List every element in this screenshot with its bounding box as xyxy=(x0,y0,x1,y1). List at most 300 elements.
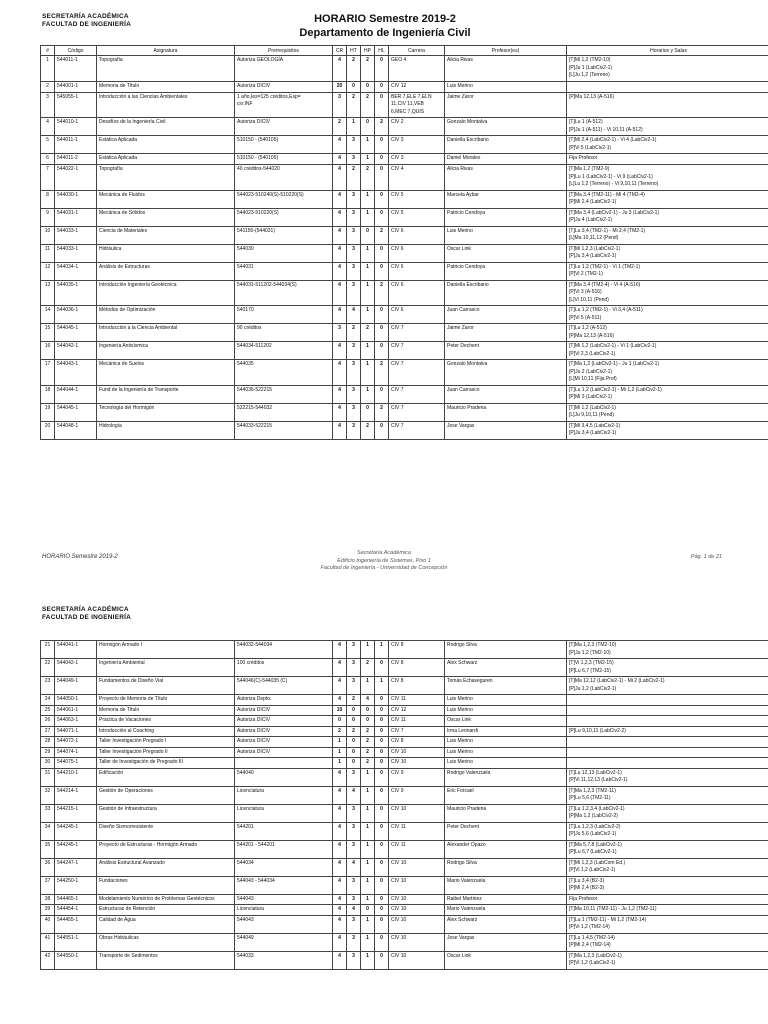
practice-hours: 1 xyxy=(361,858,375,876)
prerequisites: 544035 xyxy=(235,360,333,386)
credits: 4 xyxy=(333,804,347,822)
course-name: Análisis Estructural Avanzado xyxy=(97,858,235,876)
table-row xyxy=(41,822,768,840)
career: CIV 11 xyxy=(389,822,445,840)
row-number: 29 xyxy=(41,747,55,758)
prerequisites: 540170 xyxy=(235,306,333,324)
course-code: 544045-1 xyxy=(55,403,97,421)
row-number: 7 xyxy=(41,165,55,191)
cell-line: [P]Vi 1,2 (TM2-14) xyxy=(569,924,610,930)
schedule xyxy=(567,915,768,933)
schedule xyxy=(567,403,768,421)
career: CIV 10 xyxy=(389,876,445,894)
table-row xyxy=(41,804,768,822)
cell-line: [P]Lu 6,7 (TM2-15) xyxy=(569,667,611,674)
theory-hours: 3 xyxy=(347,280,361,306)
credits: 1 xyxy=(333,737,347,748)
institution-line-1: SECRETARÍA ACADÉMICA xyxy=(42,606,129,613)
course-name: Topografía xyxy=(97,165,235,191)
cell-line: [P]Ma 12,13 (A-516) xyxy=(569,332,615,339)
table-row xyxy=(41,280,768,306)
career: CIV 11 xyxy=(389,840,445,858)
prerequisites: 544023-510240(S)-510220(S) xyxy=(235,190,333,208)
course-name: Mecánica de Sólidos xyxy=(97,208,235,226)
practice-hours: 4 xyxy=(361,695,375,706)
theory-hours: 3 xyxy=(347,840,361,858)
professor: Alicia Rivas xyxy=(445,165,567,191)
row-number: 5 xyxy=(41,136,55,154)
cell-line: [P]Ma 12,13 (A-516) xyxy=(569,93,615,100)
cell-line: [T]Mi 1,2 (LabCiv2-1) - Vi 1 (LabCiv2-1) xyxy=(569,343,657,349)
practice-hours: 1 xyxy=(361,915,375,933)
course-code: 544072-1 xyxy=(55,737,97,748)
theory-hours: 2 xyxy=(347,92,361,118)
practice-hours: 1 xyxy=(361,280,375,306)
prerequisites: 541150-(544031) xyxy=(235,226,333,244)
course-name: Calidad de Agua xyxy=(97,915,235,933)
credits: 4 xyxy=(333,244,347,262)
practice-hours: 1 xyxy=(361,262,375,280)
table-row xyxy=(41,758,768,769)
professor: Rodrigo Silva xyxy=(445,641,567,659)
lab-hours: 0 xyxy=(375,244,389,262)
cell-line: [P]Ju 3,4 (LabCiv2-1) xyxy=(569,430,617,436)
career: CIV 11 xyxy=(389,716,445,727)
career: CIV 12 xyxy=(389,705,445,716)
table-row xyxy=(41,92,768,118)
cell-line: [T]Ma 1,2 (TM2-9) xyxy=(569,166,610,172)
cell-line: Fija Profesor xyxy=(569,155,598,161)
footer-line-3: Facultad de Ingeniería - Universidad de Concepción xyxy=(320,565,448,571)
row-number: 42 xyxy=(41,951,55,969)
course-name: Análisis de Estructuras xyxy=(97,262,235,280)
cell-line: [T]Ma 5,7,8 (LabCiv2-1) xyxy=(569,841,622,848)
theory-hours: 3 xyxy=(347,262,361,280)
course-name: Mecánica de Suelos xyxy=(97,360,235,386)
theory-hours: 3 xyxy=(347,876,361,894)
prerequisites xyxy=(235,92,333,118)
lab-hours: 2 xyxy=(375,226,389,244)
cell-line: [T]Ma 3,4 (TM2-11) - Mi 4 (TM2-4) xyxy=(569,191,645,198)
course-code: 544043-1 xyxy=(55,360,97,386)
table-row xyxy=(41,324,768,342)
lab-hours: 0 xyxy=(375,385,389,403)
lab-hours: 0 xyxy=(375,840,389,858)
credits: 4 xyxy=(333,840,347,858)
credits: 3 xyxy=(333,324,347,342)
course-code: 544033-1 xyxy=(55,244,97,262)
career: CIV 8 xyxy=(389,641,445,659)
practice-hours: 1 xyxy=(361,136,375,154)
credits: 1 xyxy=(333,758,347,769)
course-code: 544042-1 xyxy=(55,659,97,677)
theory-hours: 0 xyxy=(347,747,361,758)
schedule xyxy=(567,421,768,439)
prerequisites: Autoriza DICIV xyxy=(235,747,333,758)
table-row xyxy=(41,403,768,421)
table-row xyxy=(41,747,768,758)
career: CIV 3 xyxy=(389,136,445,154)
theory-hours: 3 xyxy=(347,136,361,154)
cell-line: [P]Mi 2,4 (B2-3) xyxy=(569,885,605,891)
career: CIV 6 xyxy=(389,280,445,306)
theory-hours: 3 xyxy=(347,768,361,786)
cell-line: [P]Mi 2,4 (TM2-14) xyxy=(569,942,611,948)
credits: 4 xyxy=(333,677,347,695)
lab-hours: 0 xyxy=(375,876,389,894)
professor: Alexander Opazo xyxy=(445,840,567,858)
cell-line: [T]Mi 2,4 (LabCiv2-1) - Vi 4 (LabCiv2-1) xyxy=(569,137,657,143)
cell-line: [T]Ma 1,2 (LabCiv2-1) - Ju 1 (LabCiv2-1) xyxy=(569,361,660,367)
cell-line: [T]Ma 3,4 (LabCiv2-1) - Ju 3 (LabCiv2-1) xyxy=(569,209,660,216)
prerequisites: 544033-522215 xyxy=(235,421,333,439)
practice-hours: 1 xyxy=(361,822,375,840)
prerequisites: 40 créditos-544020 xyxy=(235,165,333,191)
prerequisites: 544033 xyxy=(235,951,333,969)
table-row xyxy=(41,262,768,280)
course-name: Fundamentos de Diseño Vial xyxy=(97,677,235,695)
schedule xyxy=(567,747,768,758)
career: CIV 7 xyxy=(389,726,445,737)
lab-hours: 0 xyxy=(375,136,389,154)
cell-line: [P]Ju 1 (A-511) - Vi 10,11 (A-512) xyxy=(569,126,643,133)
professor: Mauricio Pradena xyxy=(445,804,567,822)
career: CIV 10 xyxy=(389,933,445,951)
professor: Marcela Aybar xyxy=(445,190,567,208)
prerequisites: 544201 - 544201 xyxy=(235,840,333,858)
career: CIV 7 xyxy=(389,360,445,386)
schedule-table-continued xyxy=(40,640,768,970)
prerequisites: 544023-510220(S) xyxy=(235,208,333,226)
cell-line: [T]Vi 1,2,3 (TM2-15) xyxy=(569,660,614,666)
lab-hours: 0 xyxy=(375,262,389,280)
credits: 4 xyxy=(333,915,347,933)
schedule xyxy=(567,705,768,716)
course-code: 544455-1 xyxy=(55,915,97,933)
table-row xyxy=(41,705,768,716)
table-row xyxy=(41,190,768,208)
row-number: 28 xyxy=(41,737,55,748)
prerequisites: 544030 xyxy=(235,244,333,262)
career: CIV 6 xyxy=(389,262,445,280)
course-name: Hidrología xyxy=(97,421,235,439)
row-number: 17 xyxy=(41,360,55,386)
credits: 4 xyxy=(333,360,347,386)
cell-line: [P]Vi 2,3 (LabCiv2-1) xyxy=(569,350,616,357)
practice-hours: 1 xyxy=(361,641,375,659)
course-code: 544033-1 xyxy=(55,226,97,244)
course-name: Introducción a la Ciencia Ambiental xyxy=(97,324,235,342)
career: CIV 8 xyxy=(389,737,445,748)
career: CIV 7 xyxy=(389,421,445,439)
career: CIV 5 xyxy=(389,208,445,226)
course-code: 544061-1 xyxy=(55,705,97,716)
theory-hours: 3 xyxy=(347,226,361,244)
theory-hours: 4 xyxy=(347,786,361,804)
course-code: 544042-1 xyxy=(55,342,97,360)
theory-hours: 0 xyxy=(347,705,361,716)
theory-hours: 3 xyxy=(347,894,361,905)
row-number: 8 xyxy=(41,190,55,208)
cell-line: [T]Lu 1,2 (A-512) xyxy=(569,325,607,331)
professor: Luis Merino xyxy=(445,747,567,758)
professor: Mario Valenzuela xyxy=(445,876,567,894)
cell-line: [T]Lu 1,2 (LabCiv2-1) - Mi 1,2 (LabCiv2-1) xyxy=(569,386,662,393)
lab-hours: 0 xyxy=(375,951,389,969)
cell-line: [T]Ma 1,2,3 (TM2-10) xyxy=(569,642,617,648)
practice-hours: 0 xyxy=(361,226,375,244)
schedule xyxy=(567,951,768,969)
table-row xyxy=(41,136,768,154)
practice-hours: 1 xyxy=(361,154,375,165)
practice-hours: 1 xyxy=(361,342,375,360)
career: CIV 6 xyxy=(389,306,445,324)
course-code: 544044-1 xyxy=(55,385,97,403)
course-name: Desafíos de la Ingeniería Civil xyxy=(97,118,235,136)
career: CIV 10 xyxy=(389,915,445,933)
row-number: 37 xyxy=(41,876,55,894)
professor: Juan Carrasco xyxy=(445,385,567,403)
cell-line: [T]Lu 3,4 (TM2-1) - Mi 2,4 (TM2-1) xyxy=(569,227,646,234)
schedule xyxy=(567,641,768,659)
practice-hours: 0 xyxy=(361,716,375,727)
professor: Juan Carrasco xyxy=(445,306,567,324)
practice-hours: 1 xyxy=(361,951,375,969)
theory-hours: 3 xyxy=(347,659,361,677)
table-row xyxy=(41,165,768,191)
schedule xyxy=(567,758,768,769)
prerequisites: 90 créditos xyxy=(235,324,333,342)
cell-line: [P]Ju 2 (LabCiv2-1) xyxy=(569,368,613,375)
course-code: 545055-1 xyxy=(55,92,97,118)
table-row xyxy=(41,726,768,737)
course-name: Obras Hidráulicas xyxy=(97,933,235,951)
row-number: 24 xyxy=(41,695,55,706)
course-code: 544071-1 xyxy=(55,726,97,737)
cell-line: [T]Lu 1 (A-512) xyxy=(569,119,603,125)
lab-hours: 0 xyxy=(375,858,389,876)
row-number: 18 xyxy=(41,385,55,403)
theory-hours: 0 xyxy=(347,737,361,748)
cell-line: 1 año,Ies=125 créditos,Esp= xyxy=(237,93,301,100)
practice-hours: 2 xyxy=(361,747,375,758)
theory-hours: 3 xyxy=(347,421,361,439)
cell-line: civ;INF xyxy=(237,101,253,107)
table-row xyxy=(41,360,768,386)
practice-hours: 1 xyxy=(361,840,375,858)
theory-hours: 2 xyxy=(347,165,361,191)
course-name: Diseño Sismorresistente xyxy=(97,822,235,840)
credits: 4 xyxy=(333,421,347,439)
course-code: 544075-1 xyxy=(55,758,97,769)
row-number: 33 xyxy=(41,804,55,822)
table-row xyxy=(41,737,768,748)
practice-hours: 1 xyxy=(361,385,375,403)
institution-line-2: FACULTAD DE INGENIERÍA xyxy=(42,21,132,28)
schedule xyxy=(567,876,768,894)
row-number: 11 xyxy=(41,244,55,262)
theory-hours: 3 xyxy=(347,804,361,822)
career xyxy=(389,92,445,118)
course-name: Ingeniería Antisísmica xyxy=(97,342,235,360)
column-header: # xyxy=(41,46,55,56)
practice-hours: 2 xyxy=(361,324,375,342)
prerequisites: 544034-511202 xyxy=(235,342,333,360)
schedule xyxy=(567,280,768,306)
cell-line: [T]Lu 1,2,3,4 (LabCiv2-1) xyxy=(569,805,625,812)
practice-hours: 1 xyxy=(361,244,375,262)
lab-hours: 2 xyxy=(375,360,389,386)
schedule xyxy=(567,324,768,342)
schedule xyxy=(567,81,768,92)
career: CIV 9 xyxy=(389,786,445,804)
column-header: Horarios y Salas xyxy=(567,46,768,56)
course-name: Hormigón Armado I xyxy=(97,641,235,659)
theory-hours: 2 xyxy=(347,695,361,706)
career: CIV 6 xyxy=(389,244,445,262)
theory-hours: 3 xyxy=(347,190,361,208)
row-number: 35 xyxy=(41,840,55,858)
prerequisites: Autoriza DICIV xyxy=(235,726,333,737)
theory-hours: 3 xyxy=(347,641,361,659)
course-name: Introducción a las Ciencias Ambientales xyxy=(97,92,235,118)
course-code: 544550-1 xyxy=(55,951,97,969)
course-name: Estática Aplicada xyxy=(97,136,235,154)
prerequisites: 510150 - (540105) xyxy=(235,136,333,154)
schedule xyxy=(567,56,768,82)
course-code: 544063-1 xyxy=(55,716,97,727)
schedule xyxy=(567,306,768,324)
course-code: 544036-1 xyxy=(55,306,97,324)
row-number: 2 xyxy=(41,81,55,92)
prerequisites: 522215-544032 xyxy=(235,403,333,421)
practice-hours: 2 xyxy=(361,165,375,191)
cell-line: [P]Mi 3 (LabCiv2-1) xyxy=(569,394,613,400)
table-row xyxy=(41,385,768,403)
lab-hours: 0 xyxy=(375,342,389,360)
practice-hours: 1 xyxy=(361,933,375,951)
column-header: CR xyxy=(333,46,347,56)
table-row xyxy=(41,56,768,82)
prerequisites: 544031 xyxy=(235,262,333,280)
cell-line: [P]Vi 5 (LabCiv2-1) xyxy=(569,144,612,151)
professor: Patricio Cendoya xyxy=(445,208,567,226)
practice-hours: 1 xyxy=(361,768,375,786)
practice-hours: 2 xyxy=(361,758,375,769)
prerequisites: Autoriza GEOLOGÍA xyxy=(235,56,333,82)
course-name: Proyecto de Memoria de Título xyxy=(97,695,235,706)
schedule xyxy=(567,695,768,706)
schedule xyxy=(567,933,768,951)
lab-hours: 2 xyxy=(375,403,389,421)
table-row xyxy=(41,226,768,244)
cell-line: [P]Vi 2 (TM2-1) xyxy=(569,271,603,277)
lab-hours: 0 xyxy=(375,804,389,822)
course-code: 544011-1 xyxy=(55,56,97,82)
schedule xyxy=(567,226,768,244)
schedule xyxy=(567,804,768,822)
credits: 4 xyxy=(333,190,347,208)
theory-hours: 2 xyxy=(347,324,361,342)
cell-line: [P]Lu 6,7 (LabCiv2-1) xyxy=(569,849,617,855)
practice-hours: 1 xyxy=(361,804,375,822)
practice-hours: 0 xyxy=(361,118,375,136)
career: CIV 2 xyxy=(389,118,445,136)
credits: 3 xyxy=(333,92,347,118)
schedule xyxy=(567,154,768,165)
cell-line: [T]Mi 1,2 (TM2-10) xyxy=(569,57,611,63)
prerequisites: 544046(C)-544035 (C) xyxy=(235,677,333,695)
course-code: 544011-2 xyxy=(55,154,97,165)
course-code: 544041-1 xyxy=(55,641,97,659)
professor: Jose Vargas xyxy=(445,421,567,439)
prerequisites: 544034 xyxy=(235,858,333,876)
theory-hours: 4 xyxy=(347,306,361,324)
cell-line: [P]Ju 1,2 (LabCiv2-1) xyxy=(569,685,617,692)
professor: Jaime Zaror xyxy=(445,324,567,342)
practice-hours: 1 xyxy=(361,306,375,324)
theory-hours: 0 xyxy=(347,758,361,769)
cell-line: [L]Ju 1,2 (Terreno) xyxy=(569,72,610,78)
lab-hours: 0 xyxy=(375,768,389,786)
cell-line: [T]Lu 1,4,5 (TM2-14) xyxy=(569,934,615,941)
cell-line: [T]Mi 1,2 (LabCiv2-1) xyxy=(569,404,616,411)
lab-hours: 0 xyxy=(375,190,389,208)
cell-line: [T]Mi 1,2,3 (LabCom Ed.) xyxy=(569,859,626,866)
career: CIV 4 xyxy=(389,165,445,191)
practice-hours: 2 xyxy=(361,92,375,118)
prerequisites: 544031-511202-544034(S) xyxy=(235,280,333,306)
practice-hours: 2 xyxy=(361,737,375,748)
course-name: Fund de la Ingeniería de Transporte xyxy=(97,385,235,403)
footer-center xyxy=(0,550,768,573)
course-code: 544247-1 xyxy=(55,858,97,876)
table-row xyxy=(41,659,768,677)
schedule xyxy=(567,92,768,118)
credits: 4 xyxy=(333,659,347,677)
theory-hours: 3 xyxy=(347,385,361,403)
lab-hours: 0 xyxy=(375,165,389,191)
credits: 4 xyxy=(333,208,347,226)
row-number: 4 xyxy=(41,118,55,136)
course-code: 544048-1 xyxy=(55,421,97,439)
cell-line: [T]Lu 1,2 (TM2-1) - Vi 1 (TM2-1) xyxy=(569,263,641,270)
course-name: Taller Investigación Pregrado I xyxy=(97,737,235,748)
row-number: 12 xyxy=(41,262,55,280)
course-name: Estática Aplicada xyxy=(97,154,235,165)
row-number: 26 xyxy=(41,716,55,727)
credits: 4 xyxy=(333,56,347,82)
course-code: 544454-1 xyxy=(55,905,97,916)
cell-line: Fija Profesor xyxy=(569,895,598,902)
cell-line: [T]Mi 3,4,5 (LabCiv2-1) xyxy=(569,422,621,429)
cell-line: [T]Lu 1,2 (TM2-1) - Vi 3,4 (A-511) xyxy=(569,307,643,313)
course-name: Fundaciones xyxy=(97,876,235,894)
row-number: 27 xyxy=(41,726,55,737)
table-row xyxy=(41,154,768,165)
course-name: Ciencia de Materiales xyxy=(97,226,235,244)
page-title-block xyxy=(200,12,570,40)
course-code: 544245-1 xyxy=(55,822,97,840)
theory-hours: 3 xyxy=(347,933,361,951)
cell-line: [L]Ma 10,11,12 (Pend) xyxy=(569,235,619,241)
credits: 4 xyxy=(333,306,347,324)
prerequisites: Autoriza Depto. xyxy=(235,695,333,706)
course-code: 544210-1 xyxy=(55,768,97,786)
table-row xyxy=(41,840,768,858)
cell-line: [L]Ju 9,10,11 (Pend) xyxy=(569,412,614,418)
professor: Oscar Link xyxy=(445,244,567,262)
